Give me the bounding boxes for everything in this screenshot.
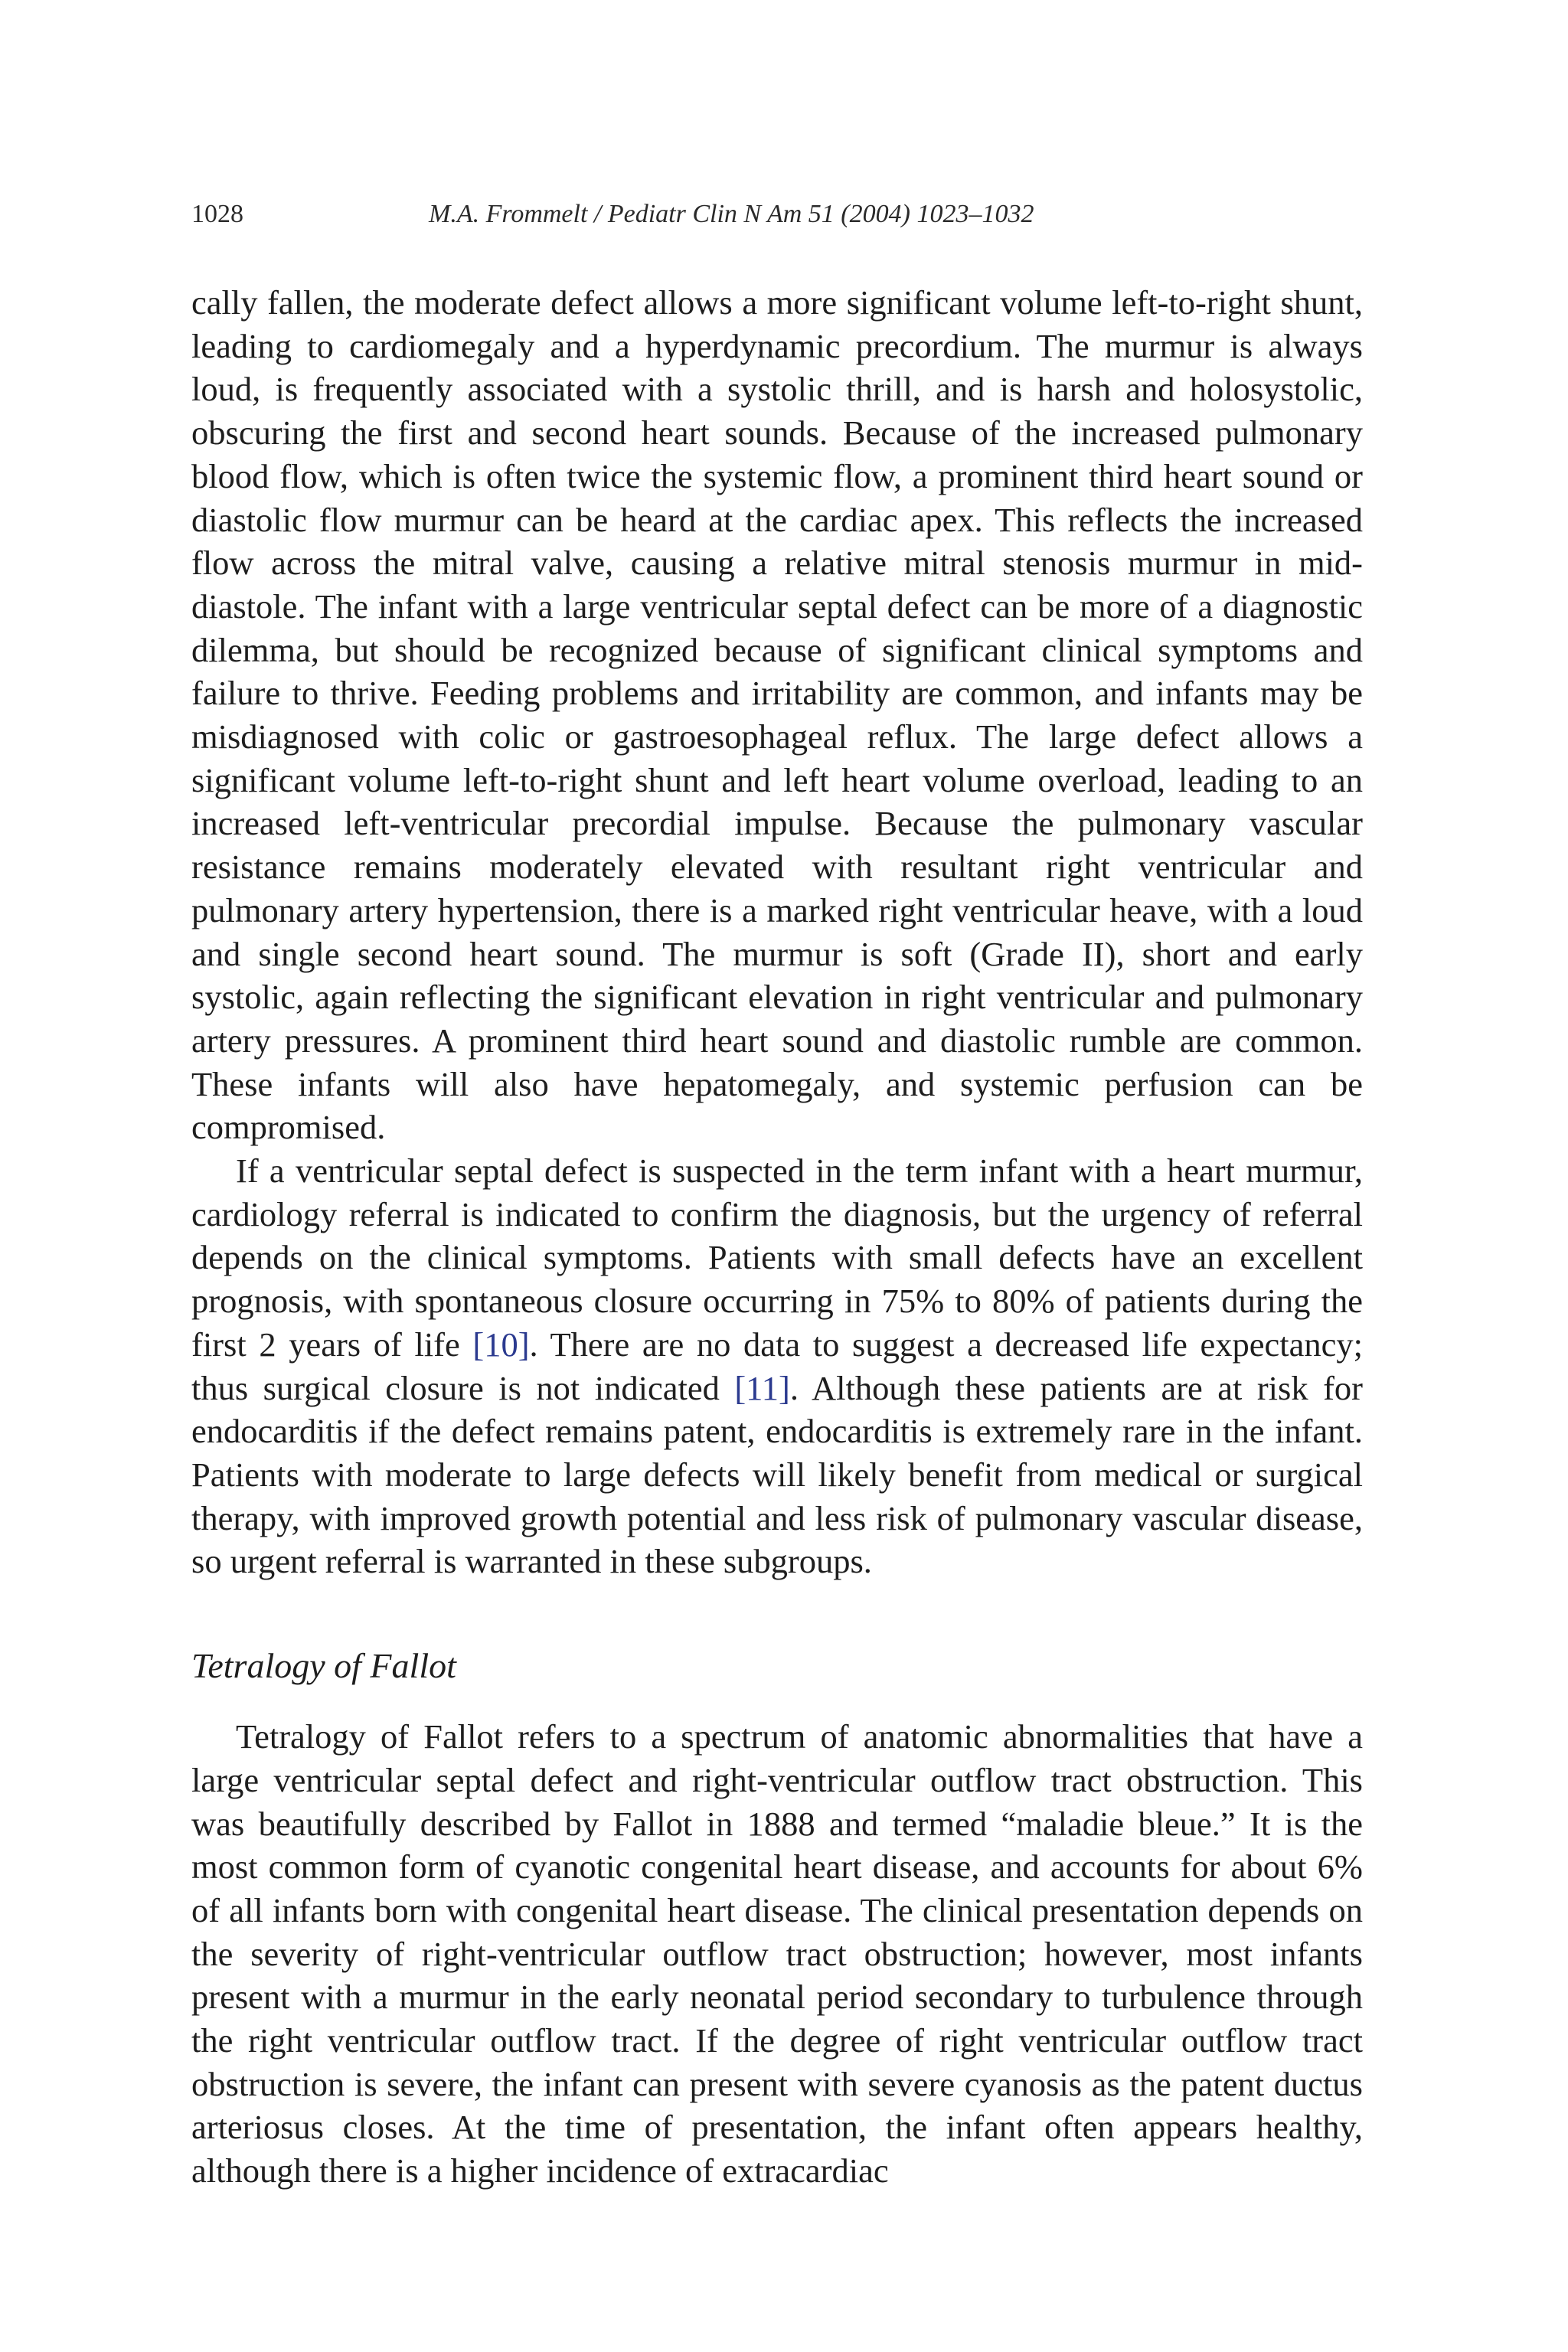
- citation-link-10[interactable]: [10]: [472, 1325, 530, 1364]
- running-head: [191, 195, 1363, 234]
- article-body: [191, 281, 1363, 2193]
- section-heading: Tetralogy of Fallot: [191, 1646, 456, 1686]
- journal-page: [191, 195, 1363, 2193]
- page-number: 1028: [191, 200, 243, 228]
- paragraph-vsd-referral: [191, 1149, 1363, 1583]
- journal-citation: M.A. Frommelt / Pediatr Clin N Am 51 (2004) 1023–1032: [429, 200, 1034, 228]
- paragraph-text: . Although these patients are at risk for endocarditis if the defect remains patent, endocarditis is extremely rare in the infant. Patients with moderate to large defects will likely benefit from medical or surgical therapy, with improved growth potential and less risk of pulmonary vascular disease, so urgent referral is warranted in these subgroups.: [191, 1368, 1363, 1581]
- paragraph-vsd-clinical: cally fallen, the moderate defect allows a more significant volume left-to-right shunt, leading to cardiomegaly and a hyperdynamic precordium. The murmur is always loud, is frequently associated with a systolic thrill, and is harsh and holosystolic, obscuring the first and second heart sounds. Because of the increased pulmonary blood flow, which is often twice the systemic flow, a prominent third heart sound or diastolic flow murmur can be heard at the cardiac apex. This reflects the increased flow across the mitral valve, causing a relative mitral stenosis murmur in mid-diastole. The infant with a large ventricular septal defect can be more of a diagnostic dilemma, but should be recognized because of significant clinical symptoms and failure to thrive. Feeding problems and irritability are common, and infants may be misdiagnosed with colic or gastroesophageal reflux. The large defect allows a significant volume left-to-right shunt and left heart volume overload, leading to an increased left-ventricular precordial impulse. Because the pulmonary vascular resistance remains moderately elevated with resultant right ventricular and pulmonary artery hypertension, there is a marked right ventricular heave, with a loud and single second heart sound. The murmur is soft (Grade II), short and early systolic, again reflecting the significant elevation in right ventricular and pulmonary artery pressures. A prominent third heart sound and diastolic rumble are common. These infants will also have hepatomegaly, and systemic perfusion can be compromised.: [191, 283, 1363, 1147]
- citation-link-11[interactable]: [11]: [734, 1368, 790, 1407]
- paragraph-tetralogy: Tetralogy of Fallot refers to a spectrum of anatomic abnormalities that have a large ventricular septal defect and right-ventricular outflow tract obstruction. This was beautifully described by Fallot in 1888 and termed “maladie bleue.” It is the most common form of cyanotic congenital heart disease, and accounts for about 6% of all infants born with congenital heart disease. The clinical presentation depends on the severity of right-ventricular outflow tract obstruction; however, most infants present with a murmur in the early neonatal period secondary to turbulence through the right ventricular outflow tract. If the degree of right ventricular outflow tract obstruction is severe, the infant can present with severe cyanosis as the patent ductus arteriosus closes. At the time of presentation, the infant often appears healthy, although there is a higher incidence of extracardiac: [191, 1717, 1363, 2190]
- paragraph-text: If a ventricular septal defect is suspected in the term infant with a heart murmur, cardiology referral is indicated to confirm the diagnosis, but the urgency of referral depends on the clinical symptoms. Patients with small defects have an excellent prognosis, with spontaneous closure occurring in 75% to 80% of patients during the first 2 years of life: [191, 1152, 1363, 1364]
- paragraph-text: . There are no data to suggest a decreased life expectancy; thus surgical closure is not indicated: [191, 1325, 1363, 1407]
